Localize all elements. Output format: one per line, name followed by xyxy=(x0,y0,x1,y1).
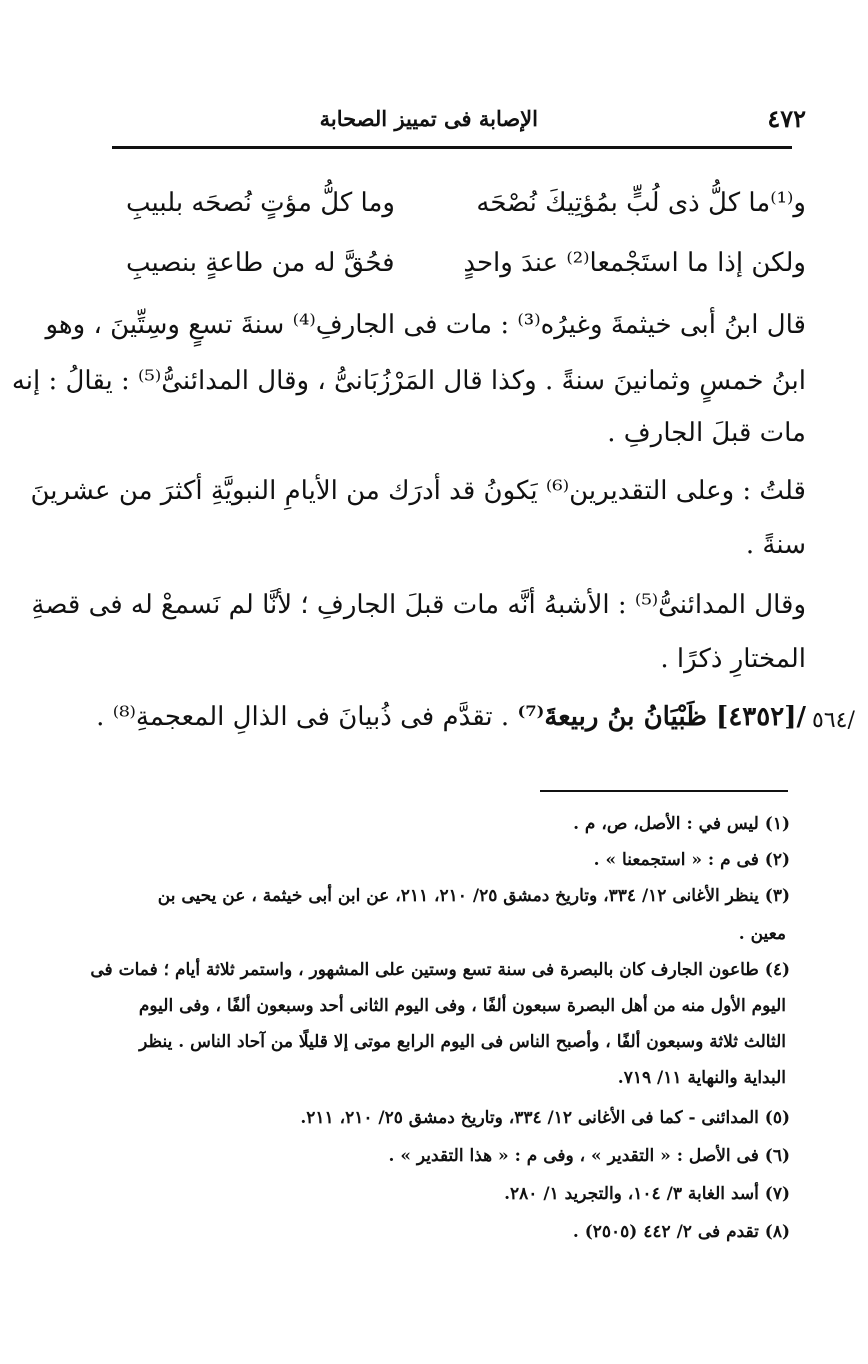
paragraph-1-line-1: قال ابنُ أبى خيثمةَ وغيرُه⁽³⁾ : مات فى الجارفِ⁽⁴⁾ سنةَ تسعٍ وسِتِّينَ ، وهو xyxy=(45,310,806,340)
margin-page-ref: /٥٦٤ xyxy=(812,708,855,733)
entry-text: . تقدَّم فى ذُبيانَ فى الذالِ المعجمةِ⁽⁸⁾ . xyxy=(96,702,518,732)
verse-1-hemistich-2: وما كلُّ مؤتٍ نُصحَه بلبيبِ xyxy=(126,188,395,218)
verse-line-2 xyxy=(126,250,806,280)
paragraph-2-line-1: قلتُ : وعلى التقديرين⁽⁶⁾ يَكونُ قد أدرَك من الأيامِ النبويَّةِ أكثرَ من عشرينَ xyxy=(30,476,806,506)
footnote-3-line-1: (٣) ينظر الأغانى ١٢/ ٣٣٤، وتاريخ دمشق ٢٥/ ٢١٠، ٢١١، عن ابن أبى خيثمة ، عن يحيى بن xyxy=(157,886,790,906)
footnote-rule xyxy=(540,790,788,792)
footnote-7: (٧) أسد الغابة ٣/ ١٠٤، والتجريد ١/ ٢٨٠. xyxy=(504,1184,790,1204)
footnote-2: (٢) فى م : « استجمعنا » . xyxy=(593,850,790,870)
entry-heading: /[٤٣٥٢] ظَبْيَانُ بنُ ربيعةَ⁽⁷⁾ xyxy=(517,702,806,732)
entry-line xyxy=(96,702,806,732)
verse-2-hemistich-2: فحُقَّ له من طاعةٍ بنصيبِ xyxy=(126,248,395,278)
page-number: ٤٧٢ xyxy=(767,104,806,133)
paragraph-1-line-2: ابنُ خمسٍ وثمانينَ سنةً . وكذا قال المَرْزُبَانىُّ ، وقال المدائنىُّ⁽⁵⁾ : يقالُ : إنه xyxy=(11,366,806,396)
verse-line-1 xyxy=(126,190,806,220)
header-rule xyxy=(112,146,792,149)
footnote-4-line-4: البداية والنهاية ١١/ ٧١٩. xyxy=(617,1068,786,1088)
footnote-6: (٦) فى الأصل : « التقدير » ، وفى م : « هذا التقدير » . xyxy=(388,1146,790,1166)
paragraph-2-line-2: سنةً . xyxy=(745,530,806,560)
paragraph-3-line-1: وقال المدائنىُّ⁽⁵⁾ : الأشبهُ أنَّه مات قبلَ الجارفِ ؛ لأنَّا لم نَسمعْ له فى قصةِ xyxy=(31,590,806,620)
running-title: الإصابة فى تمييز الصحابة xyxy=(319,106,538,131)
verse-2-hemistich-1: ولكن إذا ما استَجْمعا⁽²⁾ عندَ واحدٍ xyxy=(463,248,806,278)
paragraph-1-line-3: مات قبلَ الجارفِ . xyxy=(607,418,806,448)
paragraph-3-line-2: المختارِ ذكرًا . xyxy=(660,644,806,674)
footnote-8: (٨) تقدم فى ٢/ ٤٤٢ (٢٥٠٥) . xyxy=(572,1222,790,1242)
footnote-3-line-2: معين . xyxy=(738,924,786,944)
footnote-4-line-3: الثالث ثلاثة وسبعون ألفًا ، وأصبح الناس فى اليوم الرابع موتى إلا قليلًا من آحاد الناس . ينظر xyxy=(139,1032,786,1052)
footnote-5: (٥) المدائنى - كما فى الأغانى ١٢/ ٣٣٤، وتاريخ دمشق ٢٥/ ٢١٠، ٢١١. xyxy=(300,1108,790,1128)
footnote-1: (١) ليس في : الأصل، ص، م . xyxy=(573,814,790,834)
footnote-4-line-1: (٤) طاعون الجارف كان بالبصرة فى سنة تسع وستين على المشهور ، واستمر ثلاثة أيام ؛ فمات فى xyxy=(90,960,790,980)
verse-1-hemistich-1: و⁽¹⁾ما كلُّ ذى لُبٍّ بمُؤتِيكَ نُصْحَه xyxy=(476,188,806,218)
footnote-4-line-2: اليوم الأول منه من أهل البصرة سبعون ألفًا ، وفى اليوم الثانى أحد وسبعون ألفًا ، وفى اليوم xyxy=(138,996,786,1016)
